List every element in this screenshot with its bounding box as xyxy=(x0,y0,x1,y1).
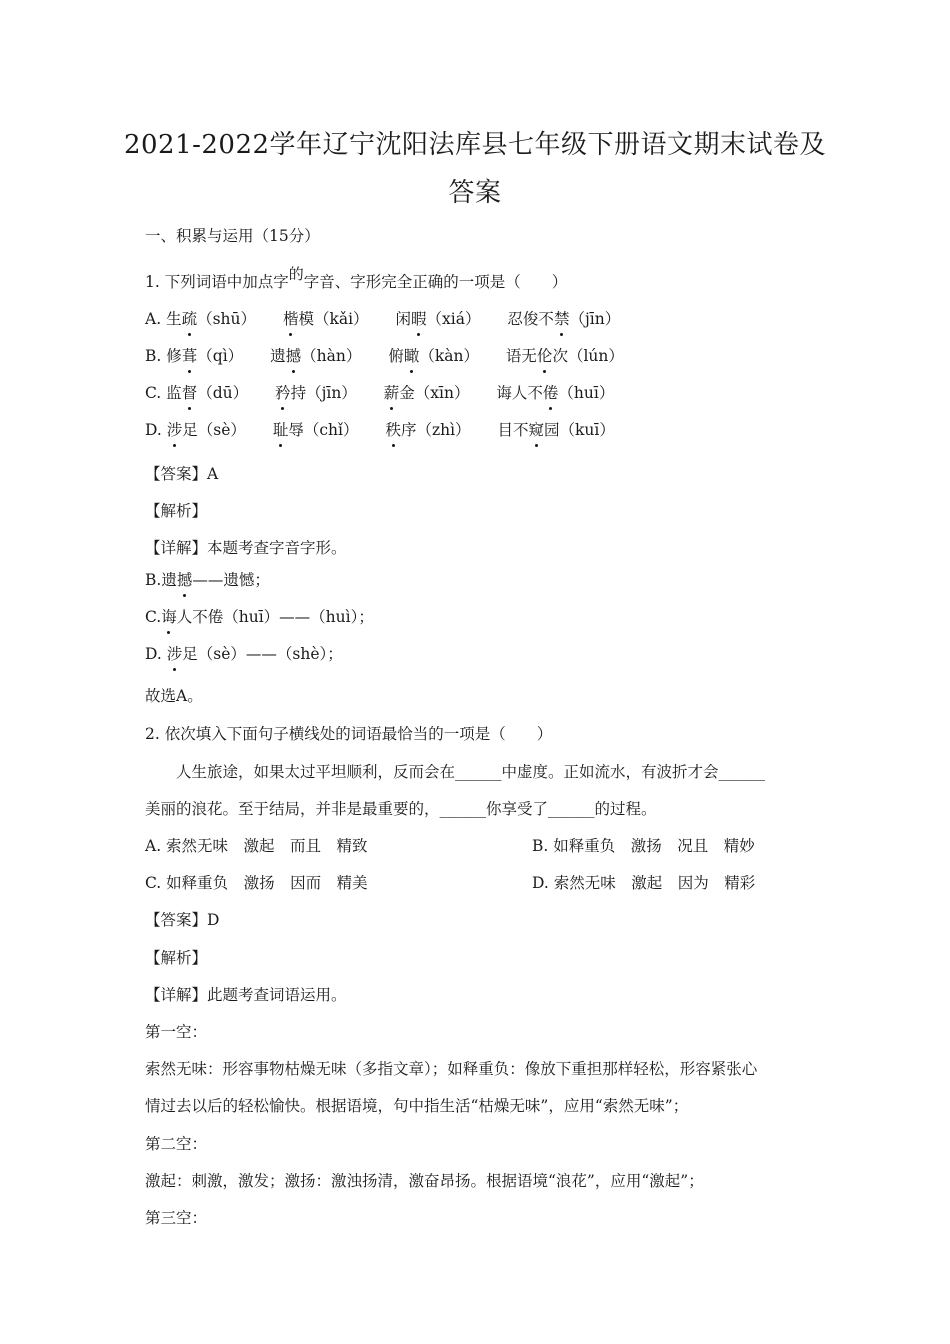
q2-blank2-heading: 第二空： xyxy=(145,1135,208,1153)
q2-passage-line2: 美丽的浪花。至于结局，并非是最重要的，______你享受了______的过程。 xyxy=(145,800,657,818)
q2-blank3-heading: 第三空： xyxy=(145,1209,208,1227)
q1-option-a: A. 生疏（shū） 楷模（kǎi） 闲暇（xiá） 忍俊不禁（jīn） xyxy=(145,307,620,329)
q2-blank1-heading: 第一空： xyxy=(145,1023,208,1041)
q2-answer: 【答案】D xyxy=(145,911,220,929)
q1-stem: 1. 下列词语中加点字的字音、字形完全正确的一项是（ ） xyxy=(145,265,568,291)
q2-passage-line1: 人生旅途，如果太过平坦顺利，反而会在______中虚度。正如流水，有波折才会______ xyxy=(176,763,766,781)
q1-answer: 【答案】A xyxy=(145,465,219,483)
doc-title-line1: 2021-2022学年辽宁沈阳法库县七年级下册语文期末试卷及 xyxy=(123,130,827,160)
section-heading: 一、积累与运用（15分） xyxy=(145,227,320,245)
q1-option-b: B. 修葺（qì） 遗撼（hàn） 俯瞰（kàn） 语无伦次（lún） xyxy=(145,344,624,366)
q1-explain-d: D. 涉足（sè）——（shè）； xyxy=(145,642,343,664)
q1-option-c: C. 监督（dū） 矜持（jīn） 薪金（xīn） 诲人不倦（huī） xyxy=(145,381,614,403)
q1-analysis: 【解析】 xyxy=(145,502,208,520)
doc-title-line2: 答案 xyxy=(448,178,502,208)
q2-analysis: 【解析】 xyxy=(145,949,208,967)
q2-blank1-explain-line1: 索然无味：形容事物枯燥无味（多指文章）；如释重负：像放下重担那样轻松，形容紧张心 xyxy=(145,1060,758,1078)
q1-explain-c: C.诲人不倦（huī）——（huì）； xyxy=(145,605,374,627)
q1-option-d: D. 涉足（sè） 耻辱（chǐ） 秩序（zhì） 目不窥园（kuī） xyxy=(145,418,615,440)
q2-detail: 【详解】此题考查词语运用。 xyxy=(145,986,347,1004)
q2-stem: 2. 依次填入下面句子横线处的词语最恰当的一项是（ ） xyxy=(145,725,553,743)
q2-option-a: A. 索然无味 激起 而且 精致 xyxy=(145,837,368,855)
q2-option-d: D. 索然无味 激起 因为 精彩 xyxy=(532,874,756,892)
q2-option-b: B. 如释重负 激扬 况且 精妙 xyxy=(532,837,755,855)
q1-explain-b: B.遗撼——遗憾； xyxy=(145,568,270,590)
q1-detail: 【详解】本题考查字音字形。 xyxy=(145,539,347,557)
q1-conclusion: 故选A。 xyxy=(145,687,203,705)
q2-blank2-explain: 激起：刺激，激发；激扬：激浊扬清，激奋昂扬。根据语境“浪花”，应用“激起”； xyxy=(145,1172,704,1190)
q2-option-c: C. 如释重负 激扬 因而 精美 xyxy=(145,874,368,892)
q2-blank1-explain-line2: 情过去以后的轻松愉快。根据语境，句中指生活“枯燥无味”，应用“索然无味”； xyxy=(145,1097,689,1115)
